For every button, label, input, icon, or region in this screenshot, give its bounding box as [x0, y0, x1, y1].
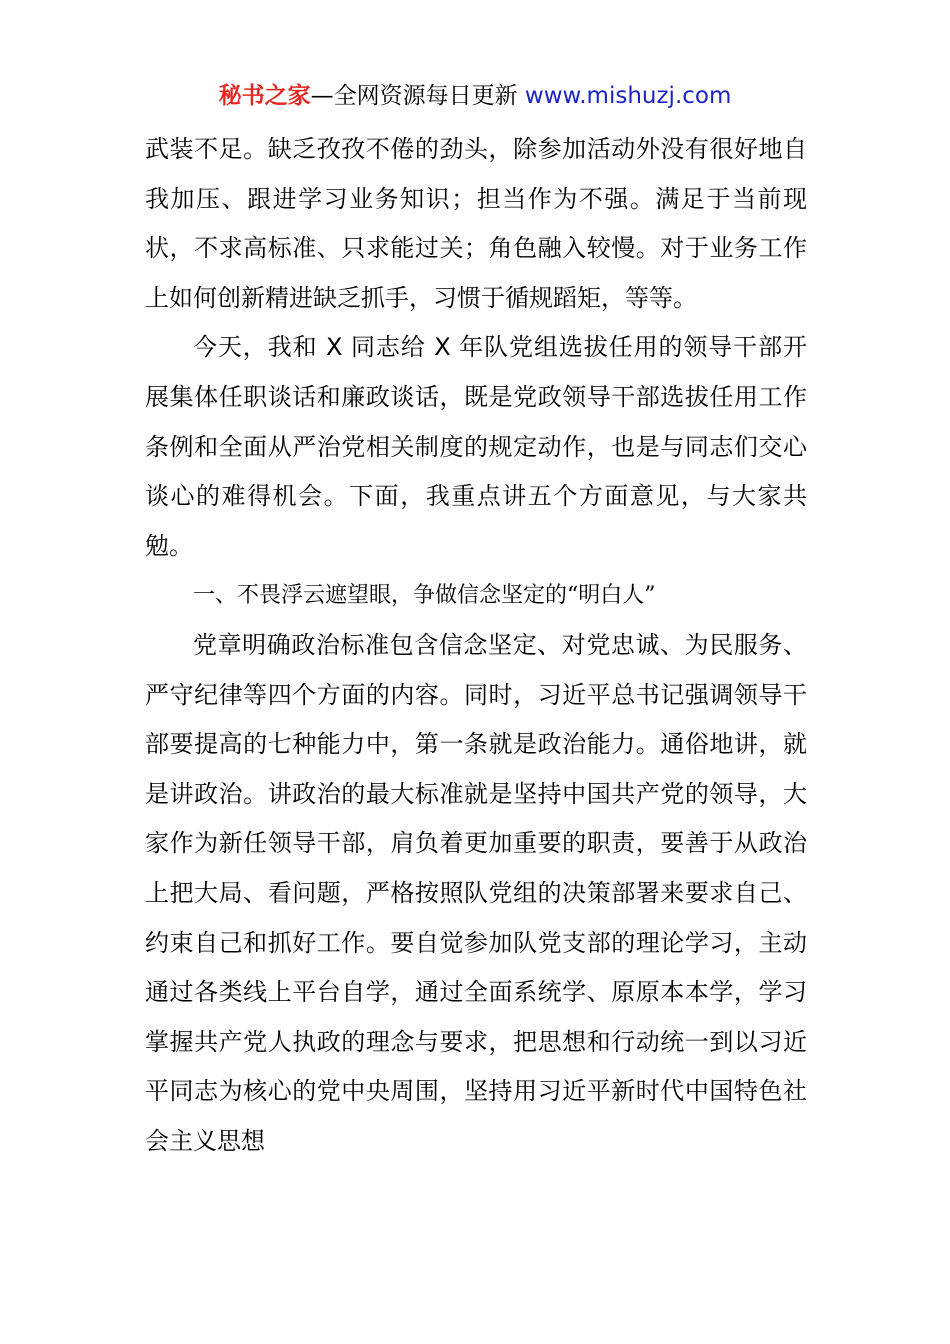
site-header [0, 80, 950, 112]
site-brand: 秘书之家 [218, 83, 311, 109]
section-heading: 一、不畏浮云遮望眼，争做信念坚定的“明白人” [193, 583, 656, 609]
paragraph-section-one: 党章明确政治标准包含信念坚定、对党忠诚、为民服务、严守纪律等四个方面的内容。同时，习近平总书记强调领导干部要提高的七种能力中，第一条就是政治能力。通俗地讲，就是讲政治。讲政治的最大标准就是坚持中国共产党的领导，大家作为新任领导干部，肩负着更加重要的职责，要善于从政治上把大局、看问题，严格按照队党组的决策部署来要求自己、约束自己和抓好工作。要自觉参加队党支部的理论学习，主动通过各类线上平台自学，通过全面系统学、原原本本学，学习掌握共产党人执政的理念与要求，把思想和行动统一到以习近平同志为核心的党中央周围，坚持用习近平新时代中国特色社会主义思想 [145, 630, 807, 1155]
site-tagline: —全网资源每日更新 [310, 83, 525, 109]
paragraph-continued: 武装不足。缺乏孜孜不倦的劲头，除参加活动外没有很好地自我加压、跟进学习业务知识；担当作为不强。满足于当前现状，不求高标准、只求能过关；角色融入较慢。对于业务工作上如何创新精进缺乏抓手，习惯于循规蹈矩，等等。 [145, 135, 807, 312]
document-body [145, 125, 807, 1166]
paragraph-intro: 今天，我和 X 同志给 X 年队党组选拔任用的领导干部开展集体任职谈话和廉政谈话，既是党政领导干部选拔任用工作条例和全面从严治党相关制度的规定动作，也是与同志们交心谈心的难得机会。下面，我重点讲五个方面意见，与大家共勉。 [145, 333, 807, 560]
site-url[interactable]: www.mishuzj.com [524, 83, 732, 109]
